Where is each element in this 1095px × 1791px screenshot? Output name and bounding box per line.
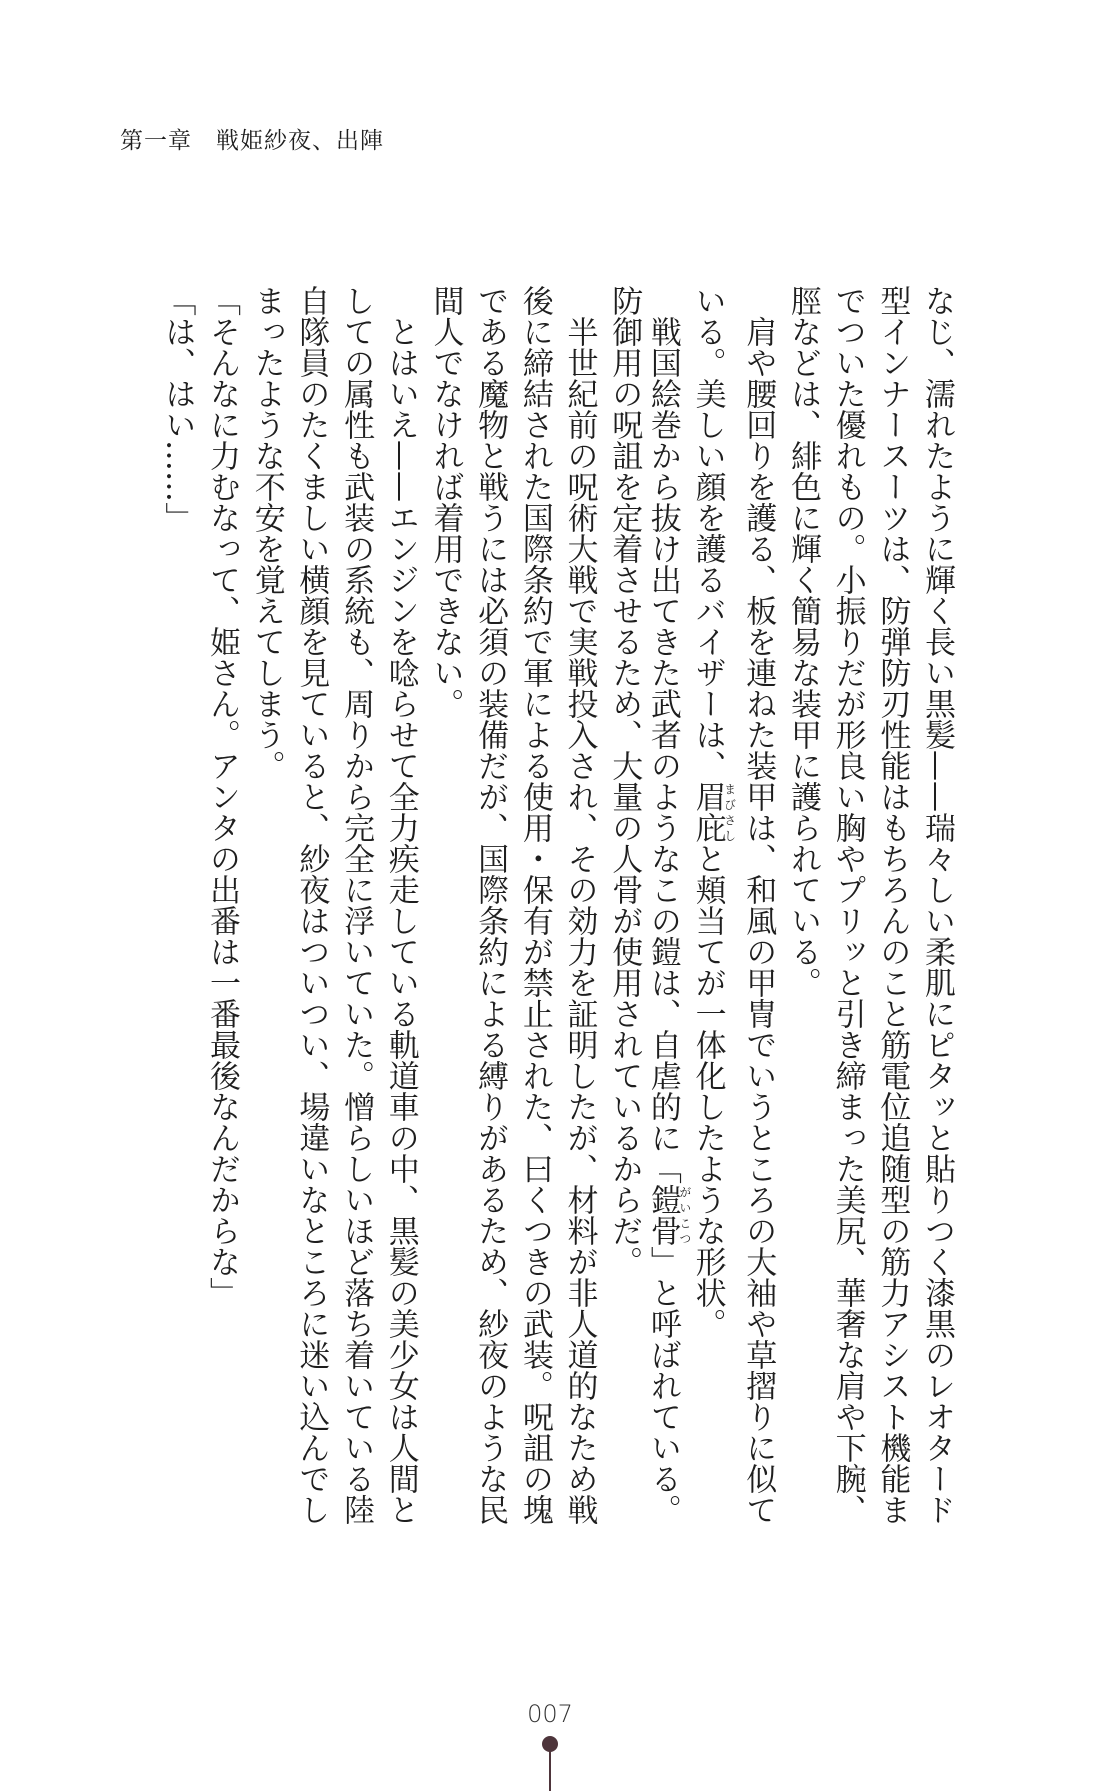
text-segment: 戦国絵巻から抜け出てきた武者のようなこの鎧は、自虐的に「 (644, 285, 681, 1184)
text-line: 半世紀前の呪術大戦で実戦投入され、その効力を証明したが、材料が非人道的なため戦 (561, 285, 598, 1525)
ruby-word (689, 781, 737, 843)
chapter-title: 第一章 戦姫紗夜、出陣 (120, 128, 384, 154)
text-segment: いる。美しい顔を護るバイザーは、 (689, 285, 726, 781)
page-marker-line (549, 1750, 551, 1791)
text-line: 脛などは、緋色に輝く簡易な装甲に護られている。 (784, 285, 821, 998)
ruby-word (644, 1184, 692, 1246)
ruby-reading: まびさし (722, 781, 737, 843)
text-line: 「そんなに力むなって、姫さん。アンタの出番は一番最後なんだからな」 (204, 285, 240, 1308)
text-line: まったような不安を覚えてしまう。 (248, 285, 285, 781)
ruby-base: 鎧骨 (644, 1184, 681, 1246)
text-line: 後に締結された国際条約で軍による使用・保有が禁止された、曰くつきの武装。呪詛の塊 (516, 285, 553, 1525)
ruby-reading: がいこつ (677, 1184, 692, 1246)
text-line: 間人でなければ着用できない。 (427, 285, 464, 719)
text-segment: と頬当てが一体化したような形状。 (689, 843, 726, 1339)
text-line: とはいえ——エンジンを唸らせて全力疾走している軌道車の中、黒髪の美少女は人間と (382, 285, 419, 1525)
text-segment: 」と呼ばれている。 (644, 1246, 681, 1525)
ruby-base: 眉庇 (689, 781, 726, 843)
page-number: 007 (527, 1700, 573, 1728)
text-line: なじ、濡れたように輝く長い黒髪——瑞々しい柔肌にピタッと貼りつく漆黒のレオタード (919, 285, 955, 1525)
body-text (155, 285, 959, 1535)
text-line: でついた優れもの。小振りだが形良い胸やプリッと引き締まった美尻、華奢な肩や下腕、 (829, 285, 866, 1525)
text-line: 肩や腰回りを護る、板を連ねた装甲は、和風の甲冑でいうところの大袖や草摺りに似て (740, 285, 777, 1525)
text-line: 防御用の呪詛を定着させるため、大量の人骨が使用されているからだ。 (606, 285, 643, 1277)
text-line: 自隊員のたくましい横顔を見ていると、紗夜はついつい、場違いなところに迷い込んでし (293, 285, 330, 1525)
text-line: 型インナースーツは、防弾防刃性能はもちろんのこと筋電位追随型の筋力アシスト機能ま (874, 285, 911, 1525)
text-line: しての属性も武装の系統も、周りから完全に浮いていた。憎らしいほど落ち着いている陸 (338, 285, 375, 1525)
text-line: 「は、はい……」 (159, 285, 196, 533)
text-line: である魔物と戦うには必須の装備だが、国際条約による縛りがあるため、紗夜のような民 (472, 285, 509, 1525)
text-line (691, 285, 736, 1535)
